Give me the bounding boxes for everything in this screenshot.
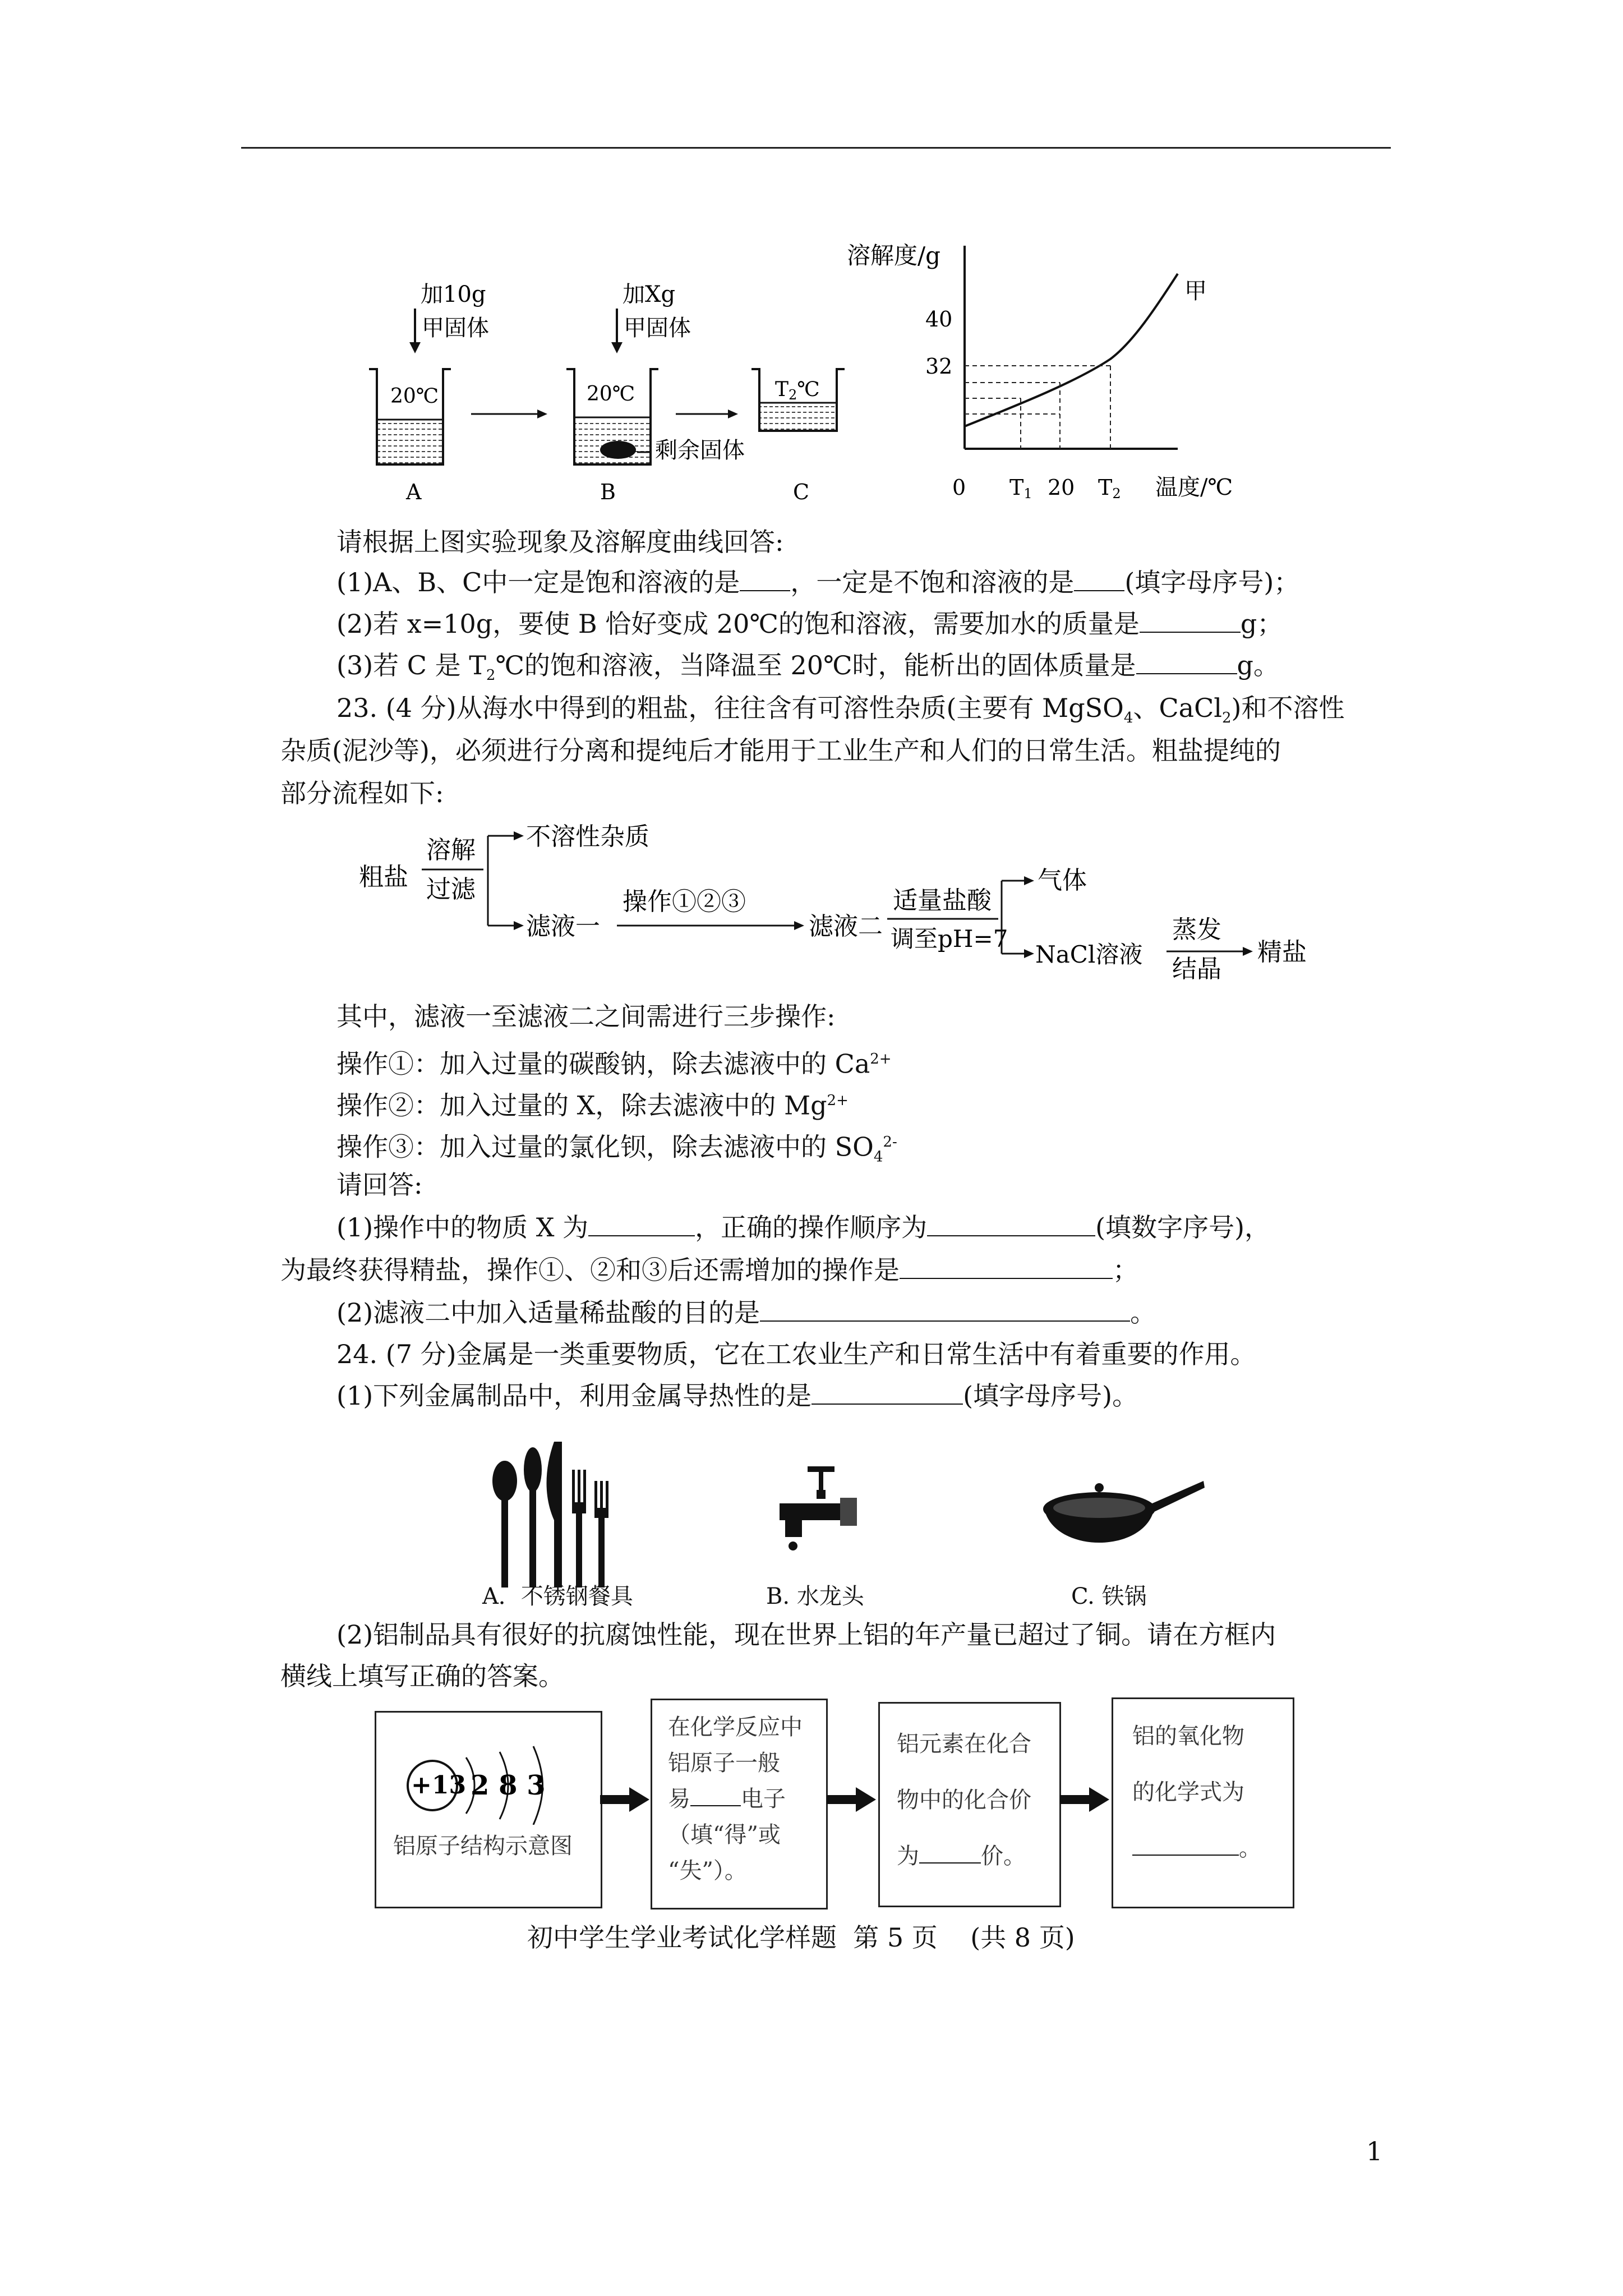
svg-text:T2℃ (775, 378, 820, 403)
op1-text: 操作①：加入过量的碳酸钠，除去滤液中的 Ca (336, 1048, 870, 1079)
x-tick-t1-sub: 1 (1023, 486, 1032, 501)
q22-intro: 请根据上图实验现象及溶解度曲线回答: (336, 527, 784, 557)
flow-ph: 调至pH=7 (891, 925, 1008, 953)
answer-blank[interactable] (927, 1213, 1095, 1236)
answer-blank[interactable] (588, 1213, 695, 1236)
q23-l1-sub1: 4 (1123, 710, 1133, 727)
answer-blank[interactable] (690, 1786, 741, 1806)
q22-p1-c: (填字母序号)； (1124, 567, 1300, 597)
flow-crystallize: 结晶 (1172, 955, 1221, 983)
q23-line3: 部分流程如下: (280, 778, 444, 808)
wok-icon (1038, 1458, 1206, 1571)
purification-flow (348, 813, 1385, 999)
a1-b: ，正确的操作顺序为 (695, 1212, 928, 1243)
flow-filter: 过滤 (426, 875, 476, 904)
a1-c: (填数字序号)， (1095, 1212, 1271, 1243)
q23-line1 (336, 692, 1344, 734)
q24-line2 (336, 1380, 1138, 1411)
page-number: 1 (1366, 2136, 1383, 2166)
temp-c-unit: ℃ (797, 378, 820, 401)
x-tick-t2: T (1098, 475, 1113, 500)
img-b-caption: B. 水龙头 (766, 1584, 864, 1609)
q23-l1-a: 23. (4 分)从海水中得到的粗盐，往往含有可溶性杂质(主要有 MgSO (336, 693, 1124, 723)
b4-line3 (1132, 1830, 1261, 1866)
residue-solid (600, 441, 636, 459)
op2-text: 操作②：加入过量的 X，除去滤液中的 Mg (336, 1090, 827, 1121)
add1-line2: 甲固体 (422, 315, 489, 341)
add1-line1: 加10g (421, 282, 486, 307)
a1-d: 为最终获得精盐，操作①、②和③后还需增加的操作是 (280, 1255, 900, 1285)
label-c: C (793, 480, 810, 504)
atom-caption: 铝原子结构示意图 (393, 1833, 573, 1859)
add2-line1: 加Xg (623, 282, 676, 307)
add2-line2: 甲固体 (624, 315, 691, 341)
op1-sup: 2+ (870, 1051, 892, 1068)
beaker-c (751, 369, 845, 431)
fat-arrow-3 (1060, 1783, 1110, 1816)
temp-c-sub: 2 (789, 387, 797, 403)
series-label: 甲 (1184, 278, 1207, 304)
q22-p3-sub: 2 (486, 667, 496, 684)
q24-l2-a: (1)下列金属制品中，利用金属导热性的是 (336, 1381, 812, 1411)
op3-sub: 4 (873, 1148, 883, 1166)
beaker-diagram (359, 269, 864, 516)
box-valence (878, 1702, 1061, 1907)
answer-blank[interactable] (760, 1298, 1130, 1322)
a2-b: 。 (1130, 1297, 1156, 1328)
beaker-a (369, 369, 451, 464)
chart-xlabel: 温度/℃ (1155, 475, 1233, 500)
q23b-intro: 其中，滤液一至滤液二之间需进行三步操作: (336, 1001, 836, 1032)
a1-a: (1)操作中的物质 X 为 (336, 1212, 589, 1243)
q22-part3 (336, 650, 1279, 691)
y-tick-40: 40 (925, 307, 953, 332)
b4-l3: 。 (1239, 1835, 1261, 1861)
flow-refined: 精盐 (1257, 938, 1307, 967)
q22-p2-b: g； (1240, 609, 1283, 639)
beaker-b (566, 369, 658, 464)
q23b-op1 (336, 1043, 892, 1079)
atom-shells: 2 8 3 (471, 1770, 546, 1801)
b3-l3b: 价。 (981, 1843, 1026, 1869)
b2-line4: （填“得”或 (668, 1822, 781, 1848)
solubility-curve (965, 274, 1178, 426)
y-tick-32: 32 (925, 354, 953, 379)
x-tick-t1: T (1009, 475, 1024, 500)
answer-blank[interactable] (919, 1843, 981, 1864)
chart-ylabel: 溶解度/g (847, 242, 941, 269)
flow-dissolve: 溶解 (426, 836, 476, 864)
q23b-op3 (336, 1126, 897, 1173)
q24-l2-b: (填字母序号)。 (963, 1381, 1138, 1411)
a2-a: (2)滤液二中加入适量稀盐酸的目的是 (336, 1297, 760, 1328)
q23b-a2 (336, 1297, 1156, 1328)
cutlery-icon (488, 1436, 623, 1593)
answer-blank[interactable] (1132, 1835, 1239, 1856)
b2-l3a: 易 (668, 1786, 690, 1812)
atom-structure-box (375, 1711, 602, 1908)
b2-line3 (668, 1781, 786, 1817)
faucet-icon (768, 1464, 869, 1565)
b2-line5: “失”）。 (668, 1858, 747, 1884)
page-footer: 初中学生学业考试化学样题 第 5 页 (共 8 页) (527, 1922, 1075, 1953)
flow-crude-salt: 粗盐 (359, 863, 408, 891)
b4-line1: 铝的氧化物 (1132, 1723, 1244, 1749)
fat-arrow-1 (600, 1783, 651, 1816)
fat-arrow-2 (827, 1783, 877, 1816)
answer-blank[interactable] (900, 1255, 1113, 1279)
label-a: A (406, 480, 422, 504)
a1-e: ； (1113, 1255, 1138, 1285)
q23b-ask: 请回答: (336, 1170, 423, 1200)
q22-p1-a: (1)A、B、C中一定是饱和溶液的是 (336, 567, 740, 597)
q22-part1 (336, 567, 1299, 598)
flow-operations: 操作①②③ (623, 887, 746, 916)
b2-line2: 铝原子一般 (668, 1750, 780, 1776)
atom-diagram (399, 1724, 578, 1825)
answer-blank[interactable] (1074, 568, 1124, 591)
q23-l1-sub2: 2 (1221, 710, 1232, 727)
q22-p2-a: (2)若 x=10g，要使 B 恰好变成 20℃的饱和溶液，需要加水的质量是 (336, 609, 1140, 639)
temp-a: 20℃ (390, 385, 439, 408)
q23b-a1 (336, 1212, 1270, 1243)
x-tick-t2-sub: 2 (1112, 486, 1121, 501)
q22-part2 (336, 608, 1283, 639)
add2-arrowhead (611, 342, 623, 353)
answer-blank[interactable] (811, 1381, 963, 1405)
answer-blank[interactable] (740, 568, 790, 591)
q22-p3-a: (3)若 C 是 T (336, 650, 486, 680)
flow-gas: 气体 (1038, 866, 1087, 895)
x-tick-20: 20 (1048, 475, 1075, 500)
header-rule (241, 147, 1391, 149)
op3-text: 操作③：加入过量的氯化钡，除去滤液中的 SO (336, 1131, 874, 1162)
solubility-chart (841, 236, 1279, 505)
q24-line1: 24. (7 分)金属是一类重要物质，它在工农业生产和日常生活中有着重要的作用。 (336, 1339, 1256, 1369)
box-electron (651, 1699, 828, 1910)
svg-text:T2 (1098, 475, 1121, 501)
q23-line2: 杂质(泥沙等)，必须进行分离和提纯后才能用于工业生产和人们的日常生活。粗盐提纯的 (280, 735, 1281, 766)
flow-filtrate2: 滤液二 (809, 912, 883, 941)
q22-p1-b: ，一定是不饱和溶液的是 (790, 567, 1075, 597)
op3-sup: 2- (883, 1134, 897, 1151)
img-a-caption: A．不锈钢餐具 (482, 1584, 633, 1609)
q22-p3-c: g。 (1237, 650, 1279, 680)
q23b-op2 (336, 1085, 849, 1121)
temp-b: 20℃ (587, 383, 635, 406)
q24-line4: 横线上填写正确的答案。 (280, 1661, 564, 1691)
q22-p3-b: ℃的饱和溶液，当降温至 20℃时，能析出的固体质量是 (495, 650, 1136, 680)
b4-line2: 的化学式为 (1132, 1779, 1244, 1805)
q24-line3: (2)铝制品具有很好的抗腐蚀性能，现在世界上铝的年产量已超过了铜。请在方框内 (336, 1619, 1276, 1650)
flow-filtrate1: 滤液一 (526, 912, 600, 941)
add1-arrowhead (409, 342, 421, 353)
answer-blank[interactable] (1140, 609, 1241, 633)
b3-line2: 物中的化合价 (897, 1787, 1031, 1813)
flow-hcl: 适量盐酸 (893, 886, 992, 915)
q23-l1-c: )和不溶性 (1231, 693, 1345, 723)
residue-label: 剩余固体 (655, 438, 745, 463)
flow-insoluble: 不溶性杂质 (526, 822, 649, 851)
b3-line3 (897, 1838, 1026, 1874)
temp-c: T (775, 378, 789, 401)
answer-blank[interactable] (1136, 651, 1237, 674)
b2-l3b: 电子 (741, 1786, 786, 1812)
label-b: B (600, 480, 616, 504)
b3-line1: 铝元素在化合 (897, 1731, 1031, 1757)
q23b-a1-cont (280, 1254, 1138, 1286)
svg-text:T1 (1009, 475, 1032, 501)
op2-sup: 2+ (827, 1092, 849, 1109)
x-tick-0: 0 (952, 475, 966, 500)
box-oxide (1112, 1697, 1294, 1908)
b2-line1: 在化学反应中 (668, 1714, 803, 1740)
flow-nacl: NaCl溶液 (1035, 941, 1143, 968)
b3-l3a: 为 (897, 1843, 919, 1869)
atom-nucleus: +13 (411, 1771, 467, 1800)
q23-l1-b: 、CaCl (1133, 693, 1222, 723)
img-c-caption: C. 铁锅 (1071, 1584, 1147, 1609)
flow-evaporate: 蒸发 (1172, 915, 1221, 944)
